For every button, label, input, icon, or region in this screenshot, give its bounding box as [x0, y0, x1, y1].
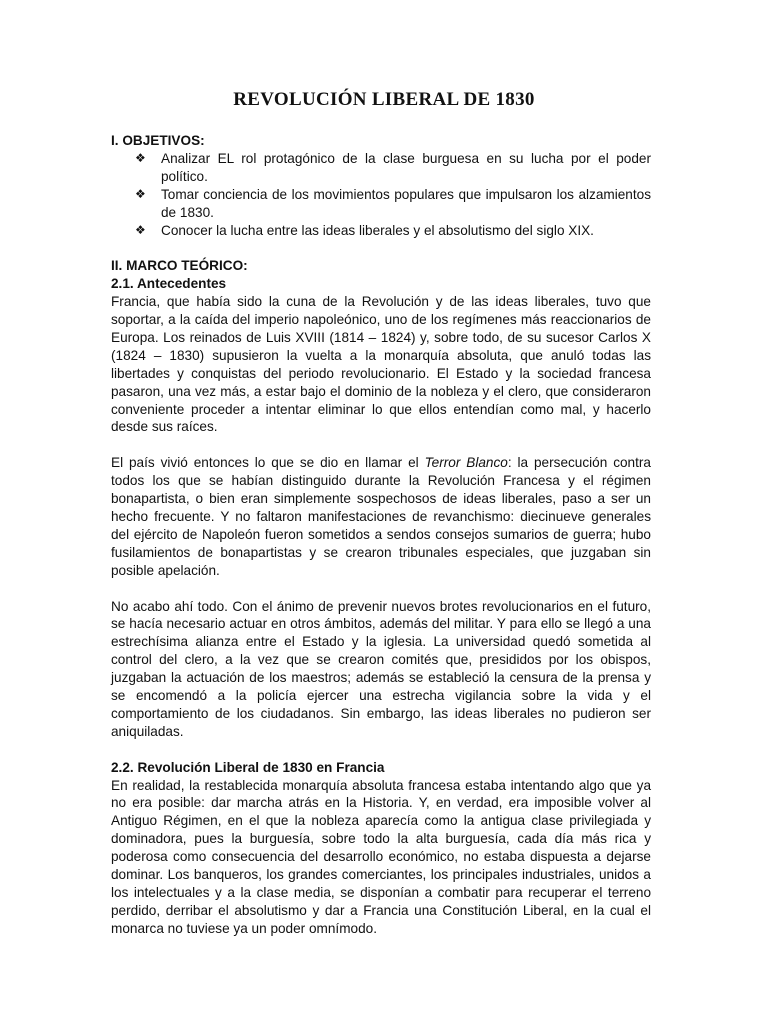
- diamond-bullet-icon: ❖: [135, 222, 146, 237]
- antecedentes-heading: 2.1. Antecedentes: [111, 276, 227, 292]
- objective-text: Conocer la lucha entre las ideas liberales y el absolutismo del siglo XIX.: [161, 222, 594, 238]
- spacer: [111, 436, 651, 454]
- document-title: REVOLUCIÓN LIBERAL DE 1830: [233, 89, 535, 110]
- objective-text: Analizar EL rol protagónico de la clase burguesa en su lucha por el poder político.: [161, 150, 651, 184]
- revolucion-1830-heading: 2.2. Revolución Liberal de 1830 en Francia: [111, 759, 385, 775]
- document-body: [111, 132, 651, 938]
- objective-item: [111, 150, 651, 186]
- antecedentes-paragraph-3: No acabo ahí todo. Con el ánimo de prevenir nuevos brotes revolucionarios en el futuro, se hacía necesario actuar en otros ámbitos, además del militar. Y para ello se llegó a una estrechísima alianza entre el Estado y la iglesia. La universidad quedó sometida al control del clero, a la vez que se crearon comités que, presididos por los obispos, juzgaban la actuación de los maestros; además se estableció la censura de la prensa y se encomendó a la policía ejercer una estrecha vigilancia sobre la vida y el comportamiento de los ciudadanos. Sin embargo, las ideas liberales no pudieron ser aniquiladas.: [111, 598, 651, 739]
- objective-item: [111, 222, 651, 240]
- spacer: [111, 239, 651, 257]
- marco-teorico-heading: II. MARCO TEÓRICO:: [111, 258, 248, 274]
- diamond-bullet-icon: ❖: [135, 150, 146, 165]
- diamond-bullet-icon: ❖: [135, 186, 146, 201]
- paragraph-text: El país vivió entonces lo que se dio en llamar el: [111, 455, 425, 471]
- revolucion-1830-paragraph: En realidad, la restablecida monarquía absoluta francesa estaba intentando algo que ya no era posible: dar marcha atrás en la Historia. Y, en verdad, era imposible volver al Antiguo Régimen, en el que la nobleza aparecía como la antigua clase privilegiada y dominadora, pues la burguesía, sobre todo la alta burguesía, cada día más rica y poderosa como consecuencia del desarrollo económico, no estaba dispuesta a dejarse dominar. Los banqueros, los grandes comerciantes, los principales industriales, unidos a los intelectuales y a la clase media, se disponían a combatir para recuperar el terreno perdido, derribar el absolutismo y dar a Francia una Constitución Liberal, en la cual el monarca no tuviese ya un poder omnímodo.: [111, 777, 651, 936]
- antecedentes-paragraph-1: Francia, que había sido la cuna de la Revolución y de las ideas liberales, tuvo que soportar, a la caída del imperio napoleónico, uno de los regímenes más reaccionarios de Europa. Los reinados de Luis XVIII (1814 – 1824) y, sobre todo, de su sucesor Carlos X (1824 – 1830) supusieron la vuelta a la monarquía absoluta, que anuló todas las libertades y conquistas del periodo revolucionario. El Estado y la sociedad francesa pasaron, una vez más, a estar bajo el dominio de la nobleza y el clero, que consideraron conveniente proceder a intentar eliminar lo que ellos entendían como mal, y hacerlo desde sus raíces.: [111, 294, 651, 435]
- spacer: [111, 580, 651, 598]
- objective-item: [111, 186, 651, 222]
- terror-blanco-term: Terror Blanco: [424, 455, 508, 471]
- objective-text: Tomar conciencia de los movimientos populares que impulsaron los alzamientos de 1830.: [161, 186, 651, 220]
- spacer: [111, 741, 651, 759]
- objectives-heading: I. OBJETIVOS:: [111, 133, 205, 148]
- paragraph-text: : la persecución contra todos los que se habían distinguido durante la Revolución Francesa y el régimen bonapartista, o bien eran simplemente sospechosos de ideas liberales, paso a ser un hecho frecuente. Y no faltaron manifestaciones de revanchismo: diecinueve generales del ejército de Napoleón fueron sometidos a sendos consejos sumarios de guerra; hubo fusilamientos de bonapartistas y se crearon tribunales especiales, que juzgaban sin posible apelación.: [111, 455, 651, 578]
- antecedentes-paragraph-2: [111, 454, 651, 579]
- objectives-list: [111, 150, 651, 240]
